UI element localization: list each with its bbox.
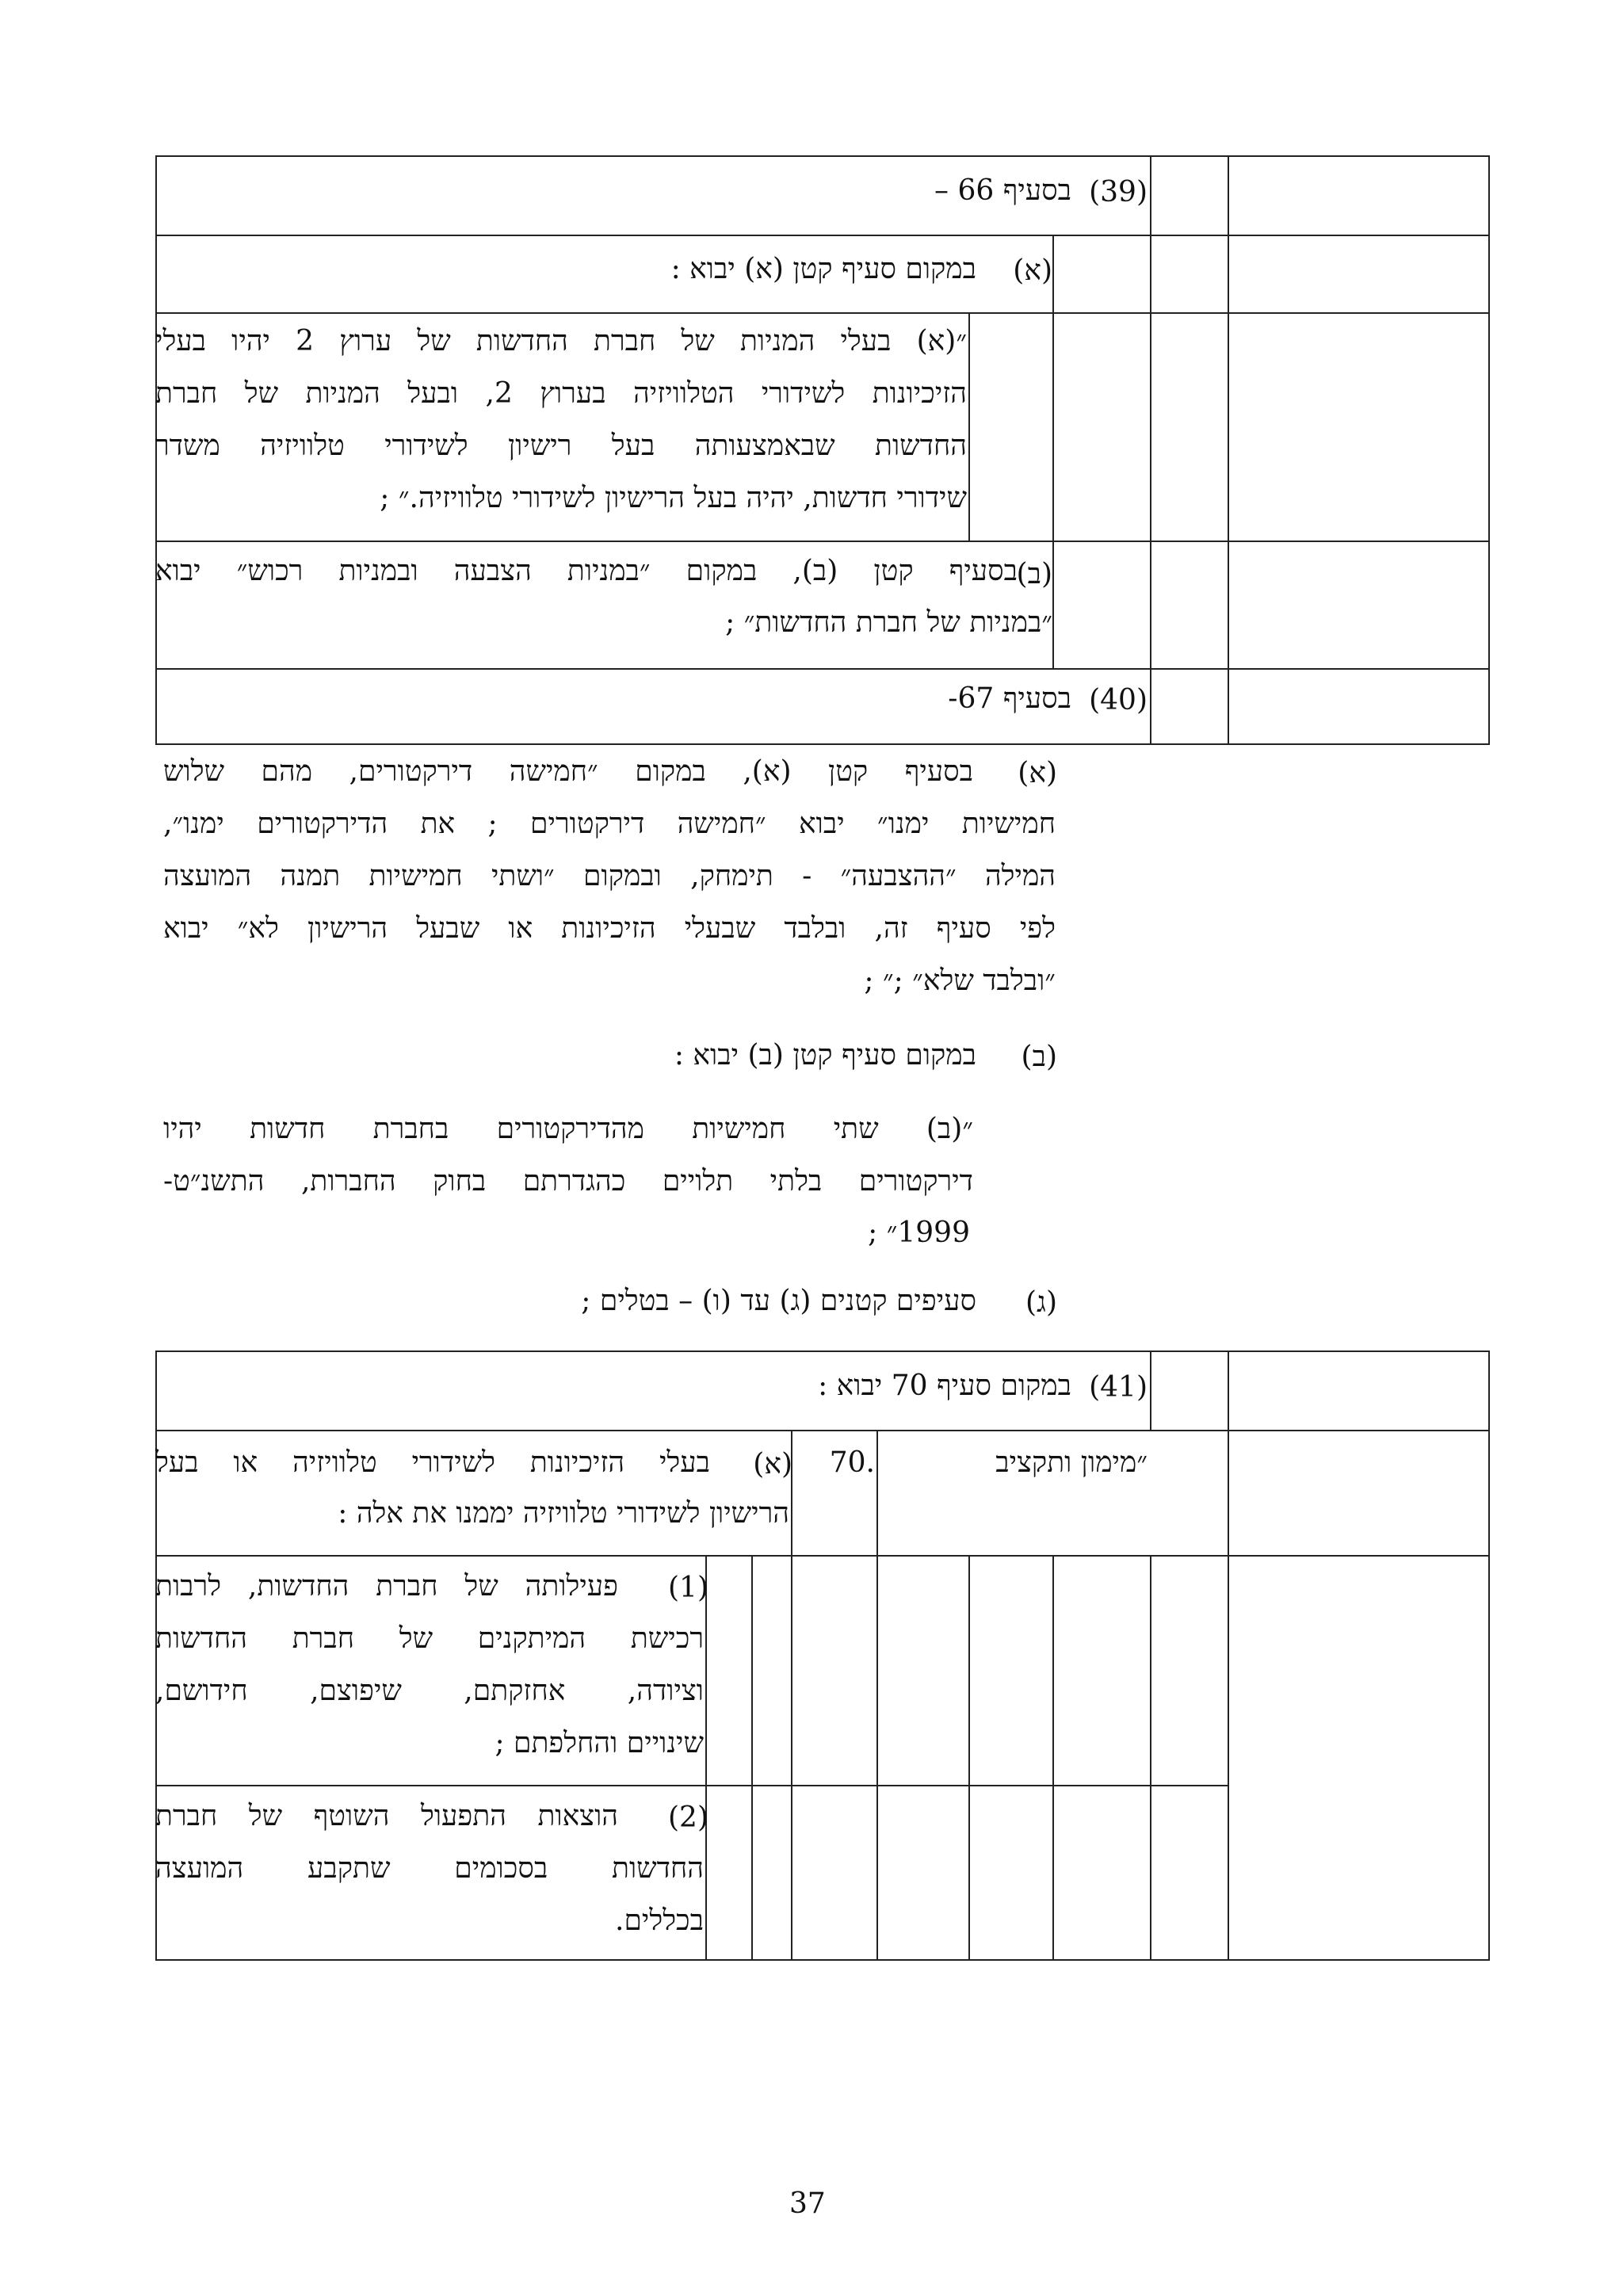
section70-heading: ״מימון ותקציב <box>995 1446 1148 1479</box>
table1-row-line-4 <box>155 668 1490 670</box>
item2-number: (2) <box>668 1801 708 1834</box>
section67-c-text: סעיפים קטנים (ג) עד (ו) – בטלים ; <box>581 1285 976 1317</box>
table2-col-line-6 <box>968 1555 970 1961</box>
section67-b-number: (ב) <box>1021 1041 1057 1073</box>
row39-text: בסעיף 66 – <box>934 174 1071 207</box>
table2-col-line-1 <box>1228 1350 1229 1961</box>
sub-a-number: (א) <box>753 1448 792 1480</box>
table2-row-line-2 <box>155 1555 1490 1557</box>
table1-col-line-2 <box>1150 155 1151 745</box>
item1-number: (1) <box>668 1572 708 1604</box>
row-a-number: (א) <box>1013 254 1052 287</box>
item2-line-3: בכללים. <box>615 1904 704 1937</box>
table2-row-line-3 <box>155 1785 1228 1786</box>
item2-line-2: החדשות בסכומים שתקבע המועצה <box>155 1852 704 1885</box>
row39-number: (39) <box>1089 176 1148 208</box>
item1-line-1: פעילותה של חברת החדשות, לרבות <box>155 1570 618 1603</box>
quote-a-line-2: הזיכיונות לשידורי הטלוויזיה בערוץ 2, ובעל המניות של חברת <box>155 377 967 410</box>
row-b-line-1: בסעיף קטן (ב), במקום ״במניות הצבעה ובמניות רכוש״ יבוא <box>155 555 1018 587</box>
item1-line-3: וציודה, אחזקתם, שיפוצם, חידושם, <box>155 1675 704 1707</box>
table2-col-line-9 <box>705 1555 707 1961</box>
row41-text: במקום סעיף 70 יבוא : <box>818 1370 1071 1402</box>
item1-line-2: רכישת המיתקנים של חברת החדשות <box>155 1622 704 1655</box>
row40-number: (40) <box>1089 684 1148 716</box>
section67-b-text: במקום סעיף קטן (ב) יבוא : <box>674 1039 976 1072</box>
section67-b-quote-line-3: 1999״ ; <box>868 1217 970 1249</box>
table2-row-line-1 <box>155 1430 1490 1431</box>
row-a-text: במקום סעיף קטן (א) יבוא : <box>670 253 976 285</box>
table1-row-line-1 <box>155 235 1490 236</box>
section67-a-number: (א) <box>1018 757 1057 789</box>
table1-col-line-3 <box>1052 235 1054 668</box>
row40-text: בסעיף 67- <box>948 682 1071 715</box>
section67-c-number: (ג) <box>1025 1286 1057 1319</box>
item1-line-4: שינויים והחלפתם ; <box>495 1727 704 1759</box>
section67-b-quote-line-2: דירקטורים בלתי תלויים כהגדרתם בחוק החברות, התשנ״ט- <box>163 1165 973 1198</box>
table2-col-line-7 <box>876 1555 878 1961</box>
row-b-number: (ב) <box>1016 558 1052 590</box>
section67-a-line-3: המילה ״ההצבעה״ - תימחק, ובמקום ״ושתי חמישיות תמנה המועצה <box>163 860 1056 892</box>
page-number: 37 <box>789 2187 826 2220</box>
quote-a-line-3: החדשות שבאמצעותה בעל רישיון לשידורי טלוויזיה משדר <box>155 430 967 462</box>
section67-a-line-4: לפי סעיף זה, ובלבד שבעלי הזיכיונות או שבעל הרישיון לא״ יבוא <box>163 912 1056 945</box>
table1-row-line-3 <box>155 541 1490 542</box>
table1-row-line-2 <box>155 312 1490 314</box>
table2-col-line-2b <box>1150 1555 1151 1961</box>
sub-a-line-2: הרישיון לשידורי טלוויזיה יממנו את אלה : <box>338 1497 789 1530</box>
section67-a-line-2: חמישיות ימנו״ יבוא ״חמישה דירקטורים ; את הדירקטורים ימנו״, <box>163 808 1056 840</box>
table2-col-line-2a <box>1150 1350 1151 1430</box>
table2-col-line-3 <box>876 1430 878 1555</box>
table1-col-line-4 <box>968 312 970 541</box>
row-b-line-2: ״במניות של חברת החדשות״ ; <box>725 606 1052 639</box>
table2-col-line-4 <box>791 1430 792 1961</box>
row41-number: (41) <box>1089 1371 1148 1404</box>
section67-b-quote-line-1: ״(ב) שתי חמישיות מהדירקטורים בחברת חדשות יהיו <box>163 1113 973 1145</box>
table2-col-line-8 <box>751 1555 753 1961</box>
table2-col-line-5 <box>1052 1555 1054 1961</box>
sub-a-line-1: בעלי הזיכיונות לשידורי טלוויזיה או בעל <box>155 1446 710 1479</box>
section70-number: .70 <box>829 1446 875 1479</box>
item2-line-1: הוצאות התפעול השוטף של חברת <box>155 1800 618 1832</box>
table1-col-line-1 <box>1228 155 1229 745</box>
section67-a-line-5: ״ובלבד שלא״ ;״ ; <box>864 965 1056 997</box>
quote-a-line-1: ״(א) בעלי המניות של חברת החדשות של ערוץ 2 יהיו בעלי <box>155 325 967 357</box>
quote-a-line-4: שידורי חדשות, יהיה בעל הרישיון לשידורי טלוויזיה.״ ; <box>380 482 967 514</box>
section67-a-line-1: בסעיף קטן (א), במקום ״חמישה דירקטורים, מהם שלוש <box>163 755 973 788</box>
